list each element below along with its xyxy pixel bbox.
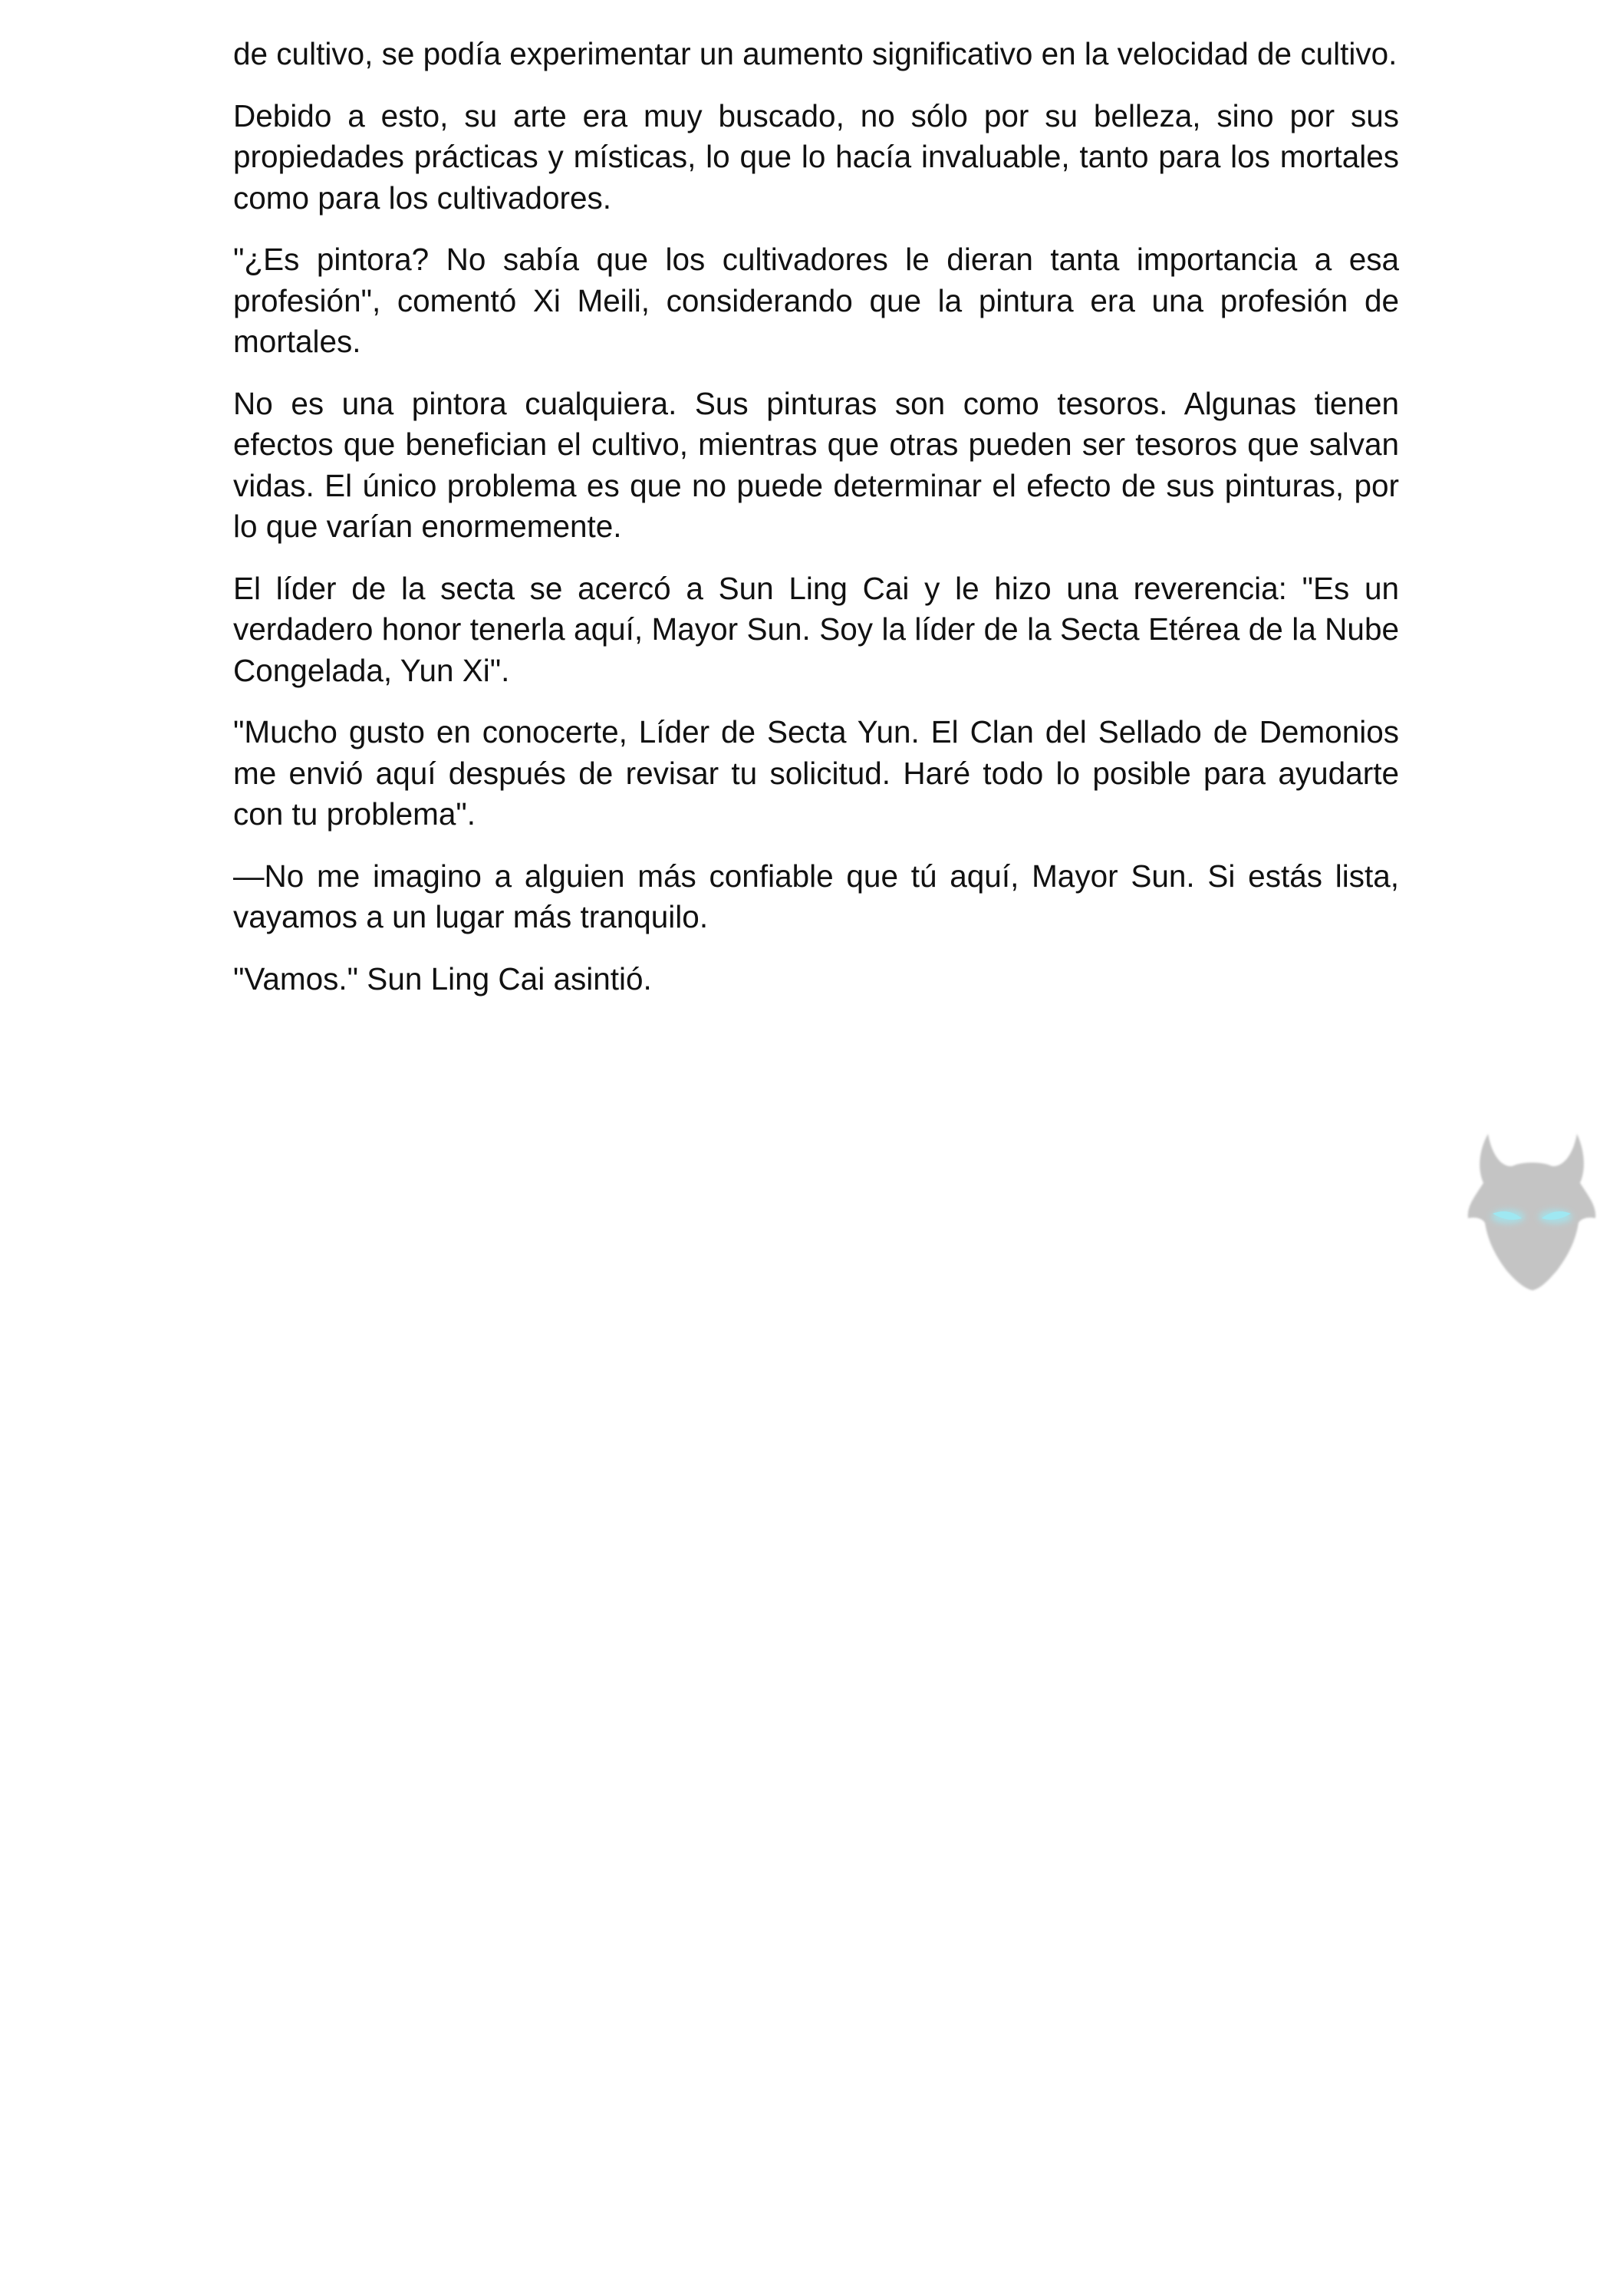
paragraph: No es una pintora cualquiera. Sus pinturas son como tesoros. Algunas tienen efectos que benefician el cultivo, mientras que otras pueden ser tesoros que salvan vidas. El único problema es que no puede determinar el efecto de sus pinturas, por lo que varían enormemente. [233, 385, 1399, 544]
paragraph: Debido a esto, su arte era muy buscado, no sólo por su belleza, sino por sus propiedades prácticas y místicas, lo que lo hacía invaluable, tanto para los mortales como para los cultivadores. [233, 97, 1399, 216]
paragraph: —No me imagino a alguien más confiable que tú aquí, Mayor Sun. Si estás lista, vayamos a un lugar más tranquilo. [233, 858, 1399, 934]
demon-head-shape [1468, 1134, 1595, 1290]
paragraph: "¿Es pintora? No sabía que los cultivadores le dieran tanta importancia a esa profesión", comentó Xi Meili, considerando que la pintura era una profesión de mortales. [233, 242, 1399, 359]
paragraph: El líder de la secta se acercó a Sun Ling Cai y le hizo una reverencia: "Es un verdadero honor tenerla aquí, Mayor Sun. Soy la líder de la Secta Etérea de la Nube Congelada, Yun Xi". [233, 570, 1399, 688]
demon-head-icon [1465, 1128, 1599, 1293]
paragraph: de cultivo, se podía experimentar un aumento significativo en la velocidad de cultivo. [233, 36, 1397, 71]
paragraph: "Mucho gusto en conocerte, Líder de Secta Yun. El Clan del Sellado de Demonios me envió aquí después de revisar tu solicitud. Haré todo lo posible para ayudarte con tu problema". [233, 714, 1399, 832]
paragraph: "Vamos." Sun Ling Cai asintió. [233, 960, 652, 996]
text-column [233, 34, 1399, 1020]
